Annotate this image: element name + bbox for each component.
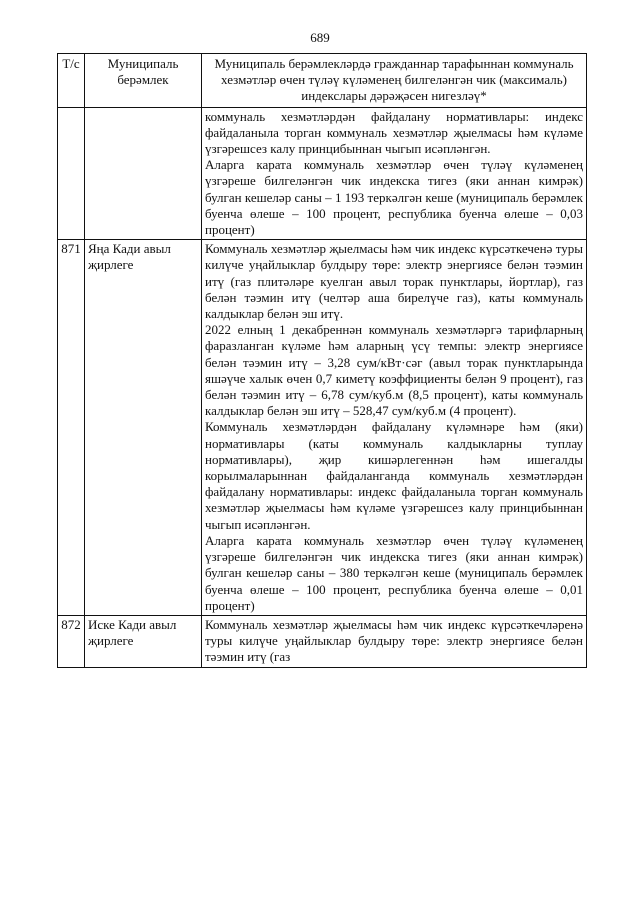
row-description (202, 615, 587, 667)
row-description (202, 240, 587, 616)
paragraph: Коммуналь хезмәтләрдән файдалану күләмнәре һәм (яки) нормативлары (каты коммуналь калдыкларны туплау нормативлары), җир кишәрлегеннән һәм ишегалды корылмаларыннан файдаланганда коммуналь хезмәтләрдән файдалану нормативлары: индекс файдаланыла торган коммуналь хезмәтләр җыелмасы һәм күләме үзгәрешсез калу принцибыннан чыгып исәпләнгән. (205, 419, 583, 532)
table-row (58, 107, 587, 240)
table-row (58, 240, 587, 616)
row-municipality (85, 107, 202, 240)
paragraph: 2022 елның 1 декабреннән коммуналь хезмәтләргә тарифларның фаразланган күләме һәм аларның үсү темпы: электр энергиясе белән тәэмин итү – 3,28 сум/кВт·сәг (авыл торак пунктларында яшәүче халык өчен 0,7 киметү коэффициенты белән 9 процент), газ белән тәэмин итү – 6,78 сум/куб.м (8,5 процент), каты коммуналь калдыклар белән эш итү – 528,47 сум/куб.м (4 процент). (205, 322, 583, 419)
header-num: Т/с (58, 54, 85, 108)
row-num: 871 (58, 240, 85, 616)
header-municipality: Муниципаль берәмлек (85, 54, 202, 108)
paragraph: коммуналь хезмәтләрдән файдалану нормативлары: индекс файдаланыла торган коммуналь хезмәтләр җыелмасы һәм күләме үзгәрешсез калу принцибыннан чыгып исәпләнгән. (205, 108, 583, 157)
index-table (57, 53, 587, 668)
table-header-row (58, 54, 587, 108)
paragraph: Аларга карата коммуналь хезмәтләр өчен түләү күләменең үзгәреше билгеләнгән чик индекска тигез (яки аннан кимрәк) булган кешеләр саны – 380 теркәлгән кеше (муниципаль берәмлек буенча өлеше – 100 процент, республика буенча өлеше – 0,01 процент) (205, 532, 583, 613)
row-description (202, 107, 587, 240)
table-row (58, 615, 587, 667)
row-num (58, 107, 85, 240)
paragraph: Коммуналь хезмәтләр җыелмасы һәм чик индекс күрсәткечләренә туры килүче уңайлыклар булдыру төре: электр энергиясе белән тәэмин итү (газ (205, 616, 583, 665)
page-number: 689 (310, 30, 330, 45)
header-description: Муниципаль берәмлекләрдә гражданнар тарафыннан коммуналь хезмәтләр өчен түләү күләменең билгеләнгән чик (максималь) индекслары дәрәҗәсен нигезләү* (202, 54, 587, 108)
row-municipality: Иске Кади авыл җирлеге (85, 615, 202, 667)
paragraph: Коммуналь хезмәтләр җыелмасы һәм чик индекс күрсәткеченә туры килүче уңайлыклар булдыру төре: электр энергиясе белән тәэмин итү (газ плитәләре куелган авыл торак пунктлары, йортлар), газ белән тәэмин итү (челтәр аша бирелүче газ), каты коммуналь калдыклар белән эш итү. (205, 241, 583, 322)
row-num: 872 (58, 615, 85, 667)
paragraph: Аларга карата коммуналь хезмәтләр өчен түләү күләменең үзгәреше билгеләнгән чик индекска тигез (яки аннан кимрәк) булган кешеләр саны – 1 193 теркәлгән кеше (муниципаль берәмлек буенча өлеше – 100 процент, республика буенча өлеше – 0,03 процент) (205, 157, 583, 238)
row-municipality: Яңа Кади авыл җирлеге (85, 240, 202, 616)
